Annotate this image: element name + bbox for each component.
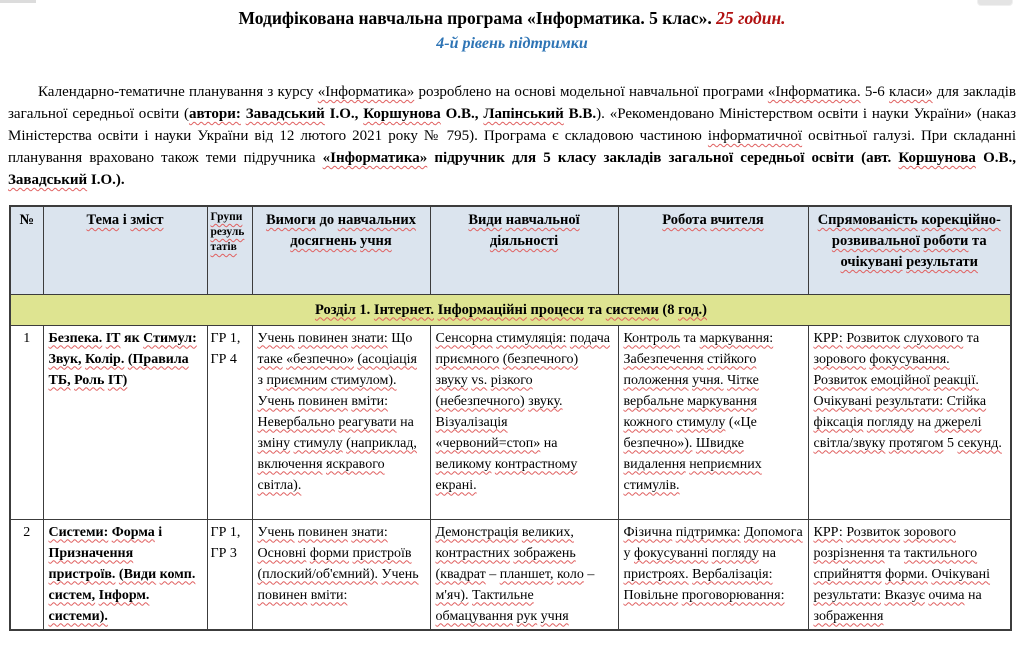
column-header-teacher-work: Робота вчителя (618, 206, 808, 294)
table-header-row (10, 206, 1011, 294)
cell-teacher-work: Фізична підтримка: Допомога у фокусуванні погляду на пристроях. Вербалізація: Повільне проговорювання: (618, 519, 808, 630)
intro-paragraph: Календарно-тематичне планування з курсу «Інформатика» розроблено на основі модельної навчальної програми «Інформатика. 5-6 класи» для закладів загальної середньої освіти (автори: Завадський І.О., Коршунова О.В., Лапінський В.В.). «Рекомендовано Міністерством освіти і науки України» (наказ Міністерства освіти і науки України від 12 лютого 2021 року № 795). Програма є складовою частиною інформатичної освітньої галузі. При складанні планування враховано також теми підручника «Інформатика» підручник для 5 класу закладів загальної середньої освіти (авт. Коршунова О.В., Завадський І.О.). (8, 84, 1017, 188)
cell-activities: Демонстрація великих, контрастних зображень (квадрат – планшет, коло – м'яч). Тактильне обмацування рук учня (430, 519, 618, 630)
cell-groups: ГР 1, ГР 3 (207, 519, 252, 630)
title-text: Модифікована навчальна програма «Інформатика. 5 клас». (238, 8, 717, 28)
column-header-correction: Спрямованість корекційно-розвивальної роботи та очікувані результати (808, 206, 1011, 294)
column-header-topic: Тема і зміст (43, 206, 207, 294)
curriculum-table (9, 205, 1012, 631)
section-row (10, 294, 1011, 325)
cell-correction: КРР: Розвиток зорового розрізнення та тактильного сприйняття форми. Очікувані результати: Вказує очима на зображення (808, 519, 1011, 630)
column-header-number: № (10, 206, 43, 294)
cell-activities: Сенсорна стимуляція: подача приємного (безпечного) звуку vs. різкого (небезпечного) звуку. Візуалізація «червоний=стоп» на великому контрастному екрані. (430, 325, 618, 519)
cell-teacher-work: Контроль та маркування: Забезпечення стійкого положення учня. Чітке вербальне маркування кожного стимулу («Це безпечно»). Швидке видалення неприємних стимулів. (618, 325, 808, 519)
scrollbar-fragment[interactable] (978, 0, 1012, 5)
cell-correction: КРР: Розвиток слухового та зорового фокусування. Розвиток емоційної реакції. Очікувані результати: Стійка фіксація погляду на джерелі світла/звуку протягом 5 секунд. (808, 325, 1011, 519)
cell-topic: Безпека. ІТ як Стимул: Звук, Колір. (Правила ТБ, Роль ІТ) (43, 325, 207, 519)
table-row (10, 519, 1011, 630)
cell-requirements: Учень повинен знати: Основні форми пристроїв (плоский/об'ємний). Учень повинен вміти: (252, 519, 430, 630)
cell-requirements: Учень повинен знати: Що таке «безпечно» (асоціація з приємним стимулом). Учень повинен вміти: Невербально реагувати на зміну стимулу (наприклад, включення яскравого світла). (252, 325, 430, 519)
column-header-requirements: Вимоги до навчальних досягнень учня (252, 206, 430, 294)
column-header-result-groups: Групи резуль татів (207, 206, 252, 294)
window-edge-fragment (0, 0, 36, 3)
column-header-activities: Види навчальної діяльності (430, 206, 618, 294)
cell-groups: ГР 1, ГР 4 (207, 325, 252, 519)
title-hours: 25 годин. (716, 8, 786, 28)
cell-number: 1 (10, 325, 43, 519)
section-title: Розділ 1. Інтернет. Інформаційні процеси та системи (8 год.) (10, 294, 1011, 325)
cell-topic: Системи: Форма і Призначення пристроїв. (Види комп. систем, Інформ. системи). (43, 519, 207, 630)
document-subtitle: 4-й рівень підтримки (436, 35, 588, 52)
document-title (0, 0, 1024, 29)
table-row (10, 325, 1011, 519)
cell-number: 2 (10, 519, 43, 630)
